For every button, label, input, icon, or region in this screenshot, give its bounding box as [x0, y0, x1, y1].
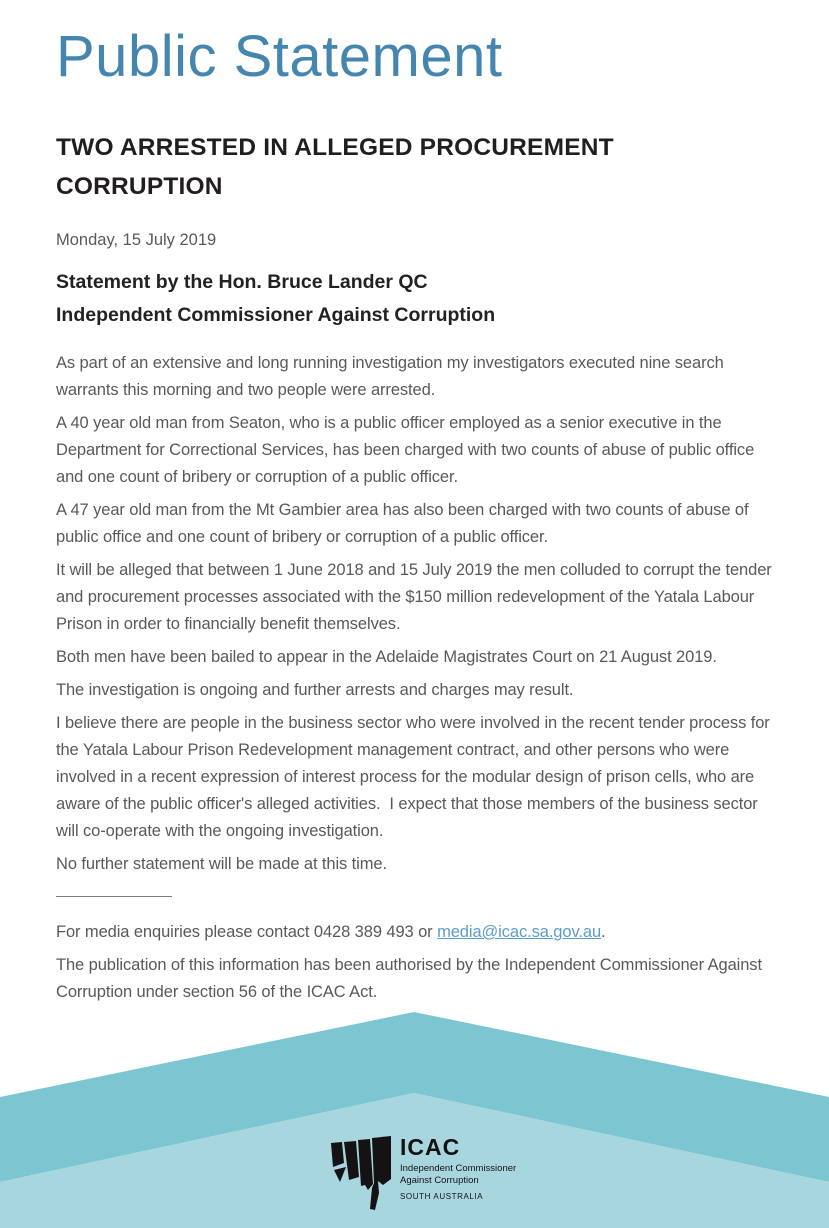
logo-org-line2: Against Corruption [400, 1175, 479, 1186]
contact-suffix: . [601, 923, 606, 941]
sa-state-icon [328, 1133, 391, 1210]
byline-role: Independent Commissioner Against Corruption [56, 304, 496, 326]
contact-text: For media enquiries please contact 0428 389 493 or [56, 923, 438, 941]
paragraph-2: A 40 year old man from Seaton, who is a public officer employed as a senior executive in the Department for Correctional Services, has been charged with two counts of abuse of public office and one count of bribery or corruption of a public officer. [56, 414, 759, 486]
logo-text [400, 1133, 516, 1201]
email-link[interactable]: media@icac.sa.gov.au [437, 923, 602, 941]
authorisation-note: The publication of this information has been authorised by the Independent Commissioner Against Corruption under section 56 of the ICAC Act. [56, 956, 767, 1001]
paragraph-6: The investigation is ongoing and further arrests and charges may result. [56, 681, 574, 699]
media-contact-line [56, 919, 778, 946]
paragraph-8: No further statement will be made at this time. [56, 855, 387, 873]
statement-date: Monday, 15 July 2019 [56, 231, 217, 249]
logo-region: SOUTH AUSTRALIA [400, 1192, 484, 1201]
byline [56, 266, 778, 332]
footer-banner [0, 1012, 829, 1228]
icac-logo [328, 1133, 516, 1210]
logo-acronym: ICAC [400, 1134, 461, 1160]
logo-org-line1: Independent Commissioner [400, 1163, 517, 1174]
statement-content [56, 0, 778, 1012]
headline: TWO ARRESTED IN ALLEGED PROCUREMENT CORRUPTION [56, 134, 614, 200]
byline-author: Statement by the Hon. Bruce Lander QC [56, 271, 428, 293]
paragraph-7: I believe there are people in the business sector who were involved in the recent tender process for the Yatala Labour Prison Redevelopment management contract, and other persons who were involved in a recent expression of interest process for the modular design of prison cells, who are aware of the public officer's alleged activities. I expect that those members of the business sector will co-operate with the ongoing investigation. [56, 714, 775, 840]
divider-line [56, 896, 172, 897]
paragraph-5: Both men have been bailed to appear in the Adelaide Magistrates Court on 21 August 2019. [56, 648, 717, 666]
statement-body [56, 350, 778, 878]
logo-org-name [400, 1163, 516, 1187]
paragraph-1: As part of an extensive and long running investigation my investigators executed nine search warrants this morning and two people were arrested. [56, 354, 729, 399]
page-title: Public Statement [56, 24, 503, 89]
paragraph-3: A 47 year old man from the Mt Gambier area has also been charged with two counts of abuse of public office and one count of bribery or corruption of a public officer. [56, 501, 753, 546]
paragraph-4: It will be alleged that between 1 June 2018 and 15 July 2019 the men colluded to corrupt the tender and procurement processes associated with the $150 million redevelopment of the Yatala Labour Prison in order to financially benefit themselves. [56, 561, 777, 633]
